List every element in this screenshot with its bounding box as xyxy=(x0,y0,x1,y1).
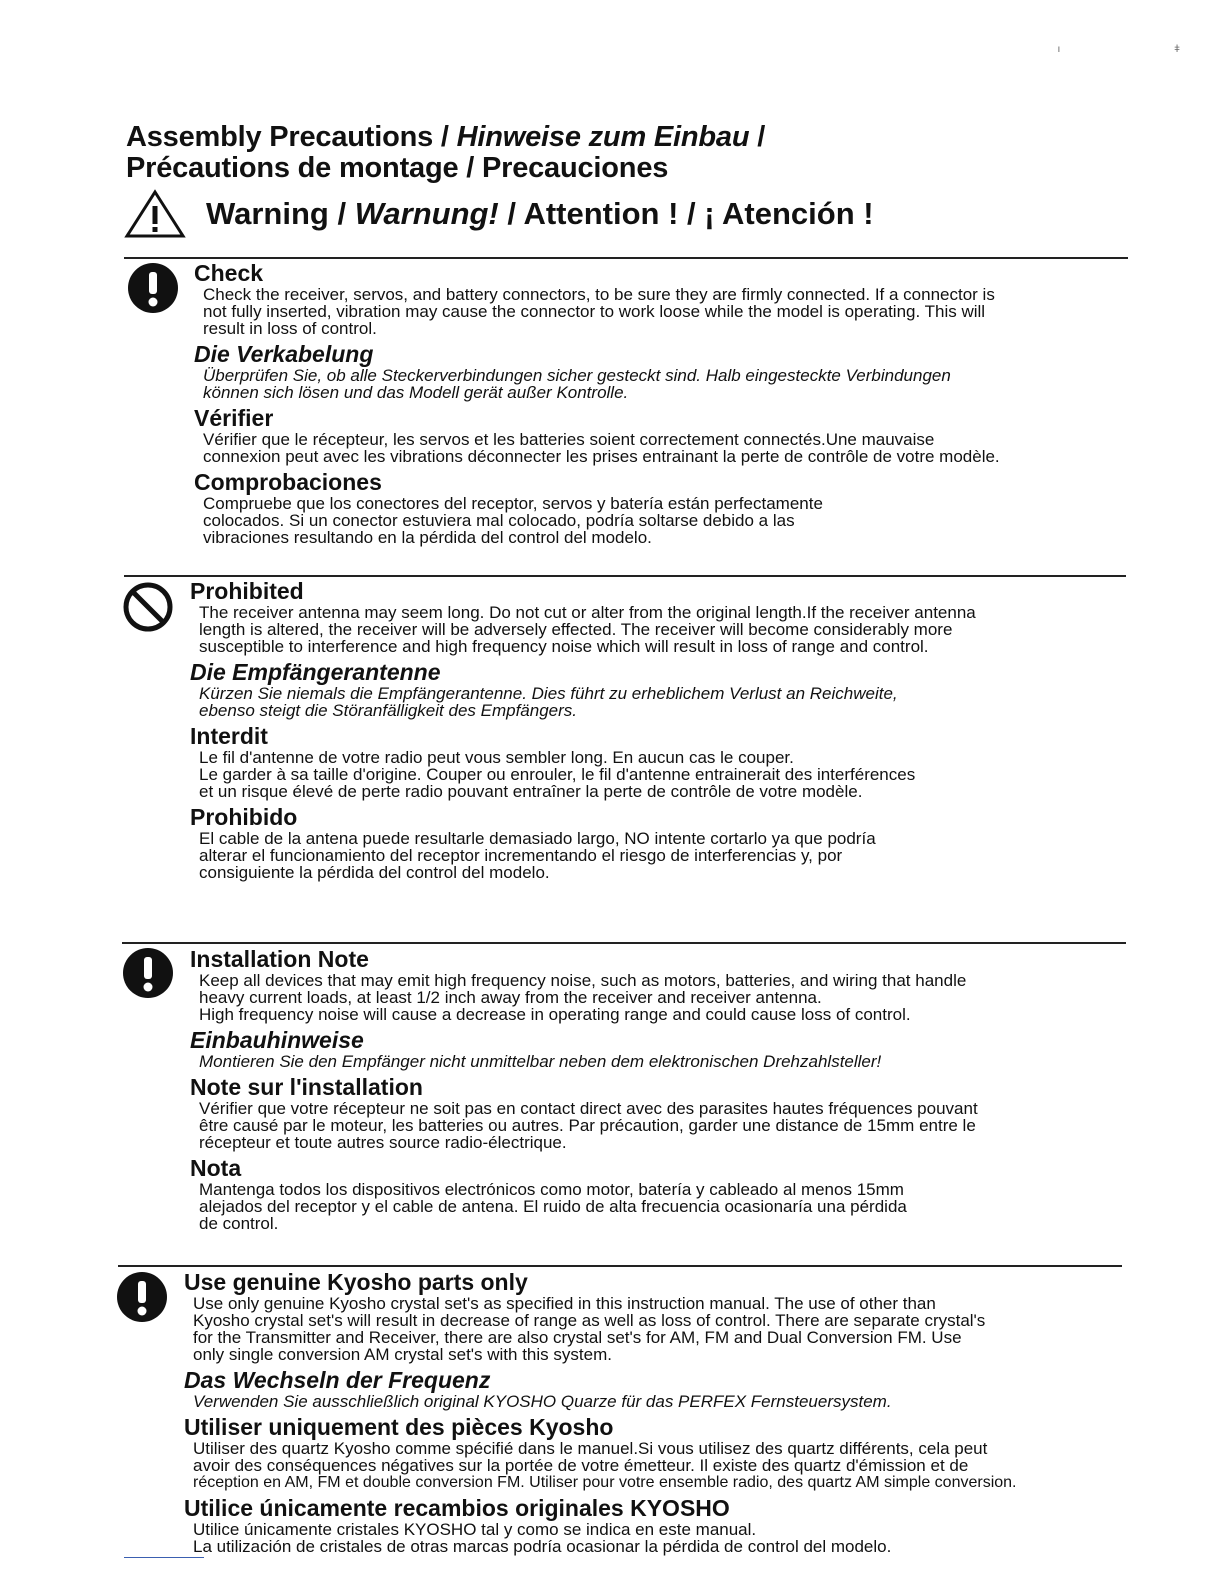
section-divider xyxy=(124,257,1128,259)
block-installation-note xyxy=(190,946,1180,1023)
exclamation-icon xyxy=(127,262,179,314)
block-heading: Utiliser uniquement des pièces Kyosho xyxy=(184,1414,614,1440)
block-heading: Installation Note xyxy=(190,946,369,972)
block-text: Überprüfen Sie, ob alle Steckerverbindungen sicher gesteckt sind. Halb eingesteckte Verbindungen können sich lösen und das Modell gerät außer Kontrolle. xyxy=(203,366,951,402)
section-body xyxy=(184,1269,1194,1559)
section-divider xyxy=(124,575,1126,577)
block-check xyxy=(194,260,1154,337)
block-empfaengerantenne xyxy=(190,659,1150,719)
block-heading: Interdit xyxy=(190,723,268,749)
block-text: Compruebe que los conectores del receptor, servos y batería están perfectamente colocados. Si un conector estuviera mal colocado, podría soltarse debido a las vibraciones resultando en la pérdida del control del modelo. xyxy=(203,494,823,547)
margin-marks: ı ǂ xyxy=(1057,44,1180,55)
block-heading: Einbauhinweise xyxy=(190,1027,364,1053)
block-heading: Die Verkabelung xyxy=(194,341,374,367)
block-text: El cable de la antena puede resultarle demasiado largo, NO intente cortarlo ya que podría alterar el funcionamiento del receptor incrementando el riesgo de interferencias y, por consiguiente la pérdida del control del modelo. xyxy=(199,829,876,882)
block-heading: Utilice únicamente recambios originales KYOSHO xyxy=(184,1495,730,1521)
section-divider xyxy=(122,942,1126,944)
block-heading: Note sur l'installation xyxy=(190,1074,423,1100)
block-text: Vérifier que le récepteur, les servos et les batteries soient correctement connectés.Une mauvaise connexion peut avec les vibrations déconnecter les prises entrainant la perte de contrôle de votre modèle. xyxy=(203,430,1000,466)
page-title xyxy=(126,122,765,184)
section-divider xyxy=(118,1265,1122,1267)
exclamation-icon xyxy=(116,1271,168,1323)
block-text: Kürzen Sie niemals die Empfängerantenne. Dies führt zu erheblichem Verlust an Reichweite, ebenso steigt die Störanfälligkeit des Empfängers. xyxy=(199,684,898,720)
block-utiliser-uniquement xyxy=(184,1414,1194,1491)
block-text: The receiver antenna may seem long. Do not cut or alter from the original length.If the receiver antenna length is altered, the receiver will be adversely effected. The receiver will become considerably more susceptible to interference and high frequency noise which will result in loss of range and control. xyxy=(199,603,976,656)
exclamation-icon xyxy=(122,947,174,999)
block-text: Utiliser des quartz Kyosho comme spécifié dans le manuel.Si vous utilisez des quartz différents, cela peut avoir des conséquences négatives sur la portée de votre émetteur. Il existe des quartz d'émission et de réception en AM, FM et double conversion FM. Utiliser pour votre ensemble radio, des quartz AM simple conversion. xyxy=(193,1439,1017,1491)
block-text: Utilice únicamente cristales KYOSHO tal y como se indica en este manual. La utilización de cristales de otras marcas podría ocasionar la pérdida de control del modelo. xyxy=(193,1520,892,1556)
block-heading: Use genuine Kyosho parts only xyxy=(184,1269,528,1295)
block-genuine-parts xyxy=(184,1269,1194,1363)
warning-heading: Warning / Warnung! / Attention ! / ¡ Atención ! xyxy=(206,196,874,231)
block-heading: Prohibited xyxy=(190,578,304,604)
block-text: Mantenga todos los dispositivos electrónicos como motor, batería y cableado al menos 15mm alejados del receptor y el cable de antena. El ruido de alta frecuencia ocasionaría una pérdida de control. xyxy=(199,1180,907,1233)
block-comprobaciones xyxy=(194,469,1154,546)
block-heading: Das Wechseln der Frequenz xyxy=(184,1367,491,1393)
block-prohibited xyxy=(190,578,1150,655)
block-wechseln-frequenz xyxy=(184,1367,1194,1410)
block-verifier xyxy=(194,405,1154,465)
block-prohibido xyxy=(190,804,1150,881)
block-heading: Check xyxy=(194,260,264,286)
block-heading: Comprobaciones xyxy=(194,469,382,495)
block-utilice-unicamente xyxy=(184,1495,1194,1555)
bottom-mark-line xyxy=(124,1557,204,1558)
title-line-2: Précautions de montage / Precauciones xyxy=(126,152,669,184)
title-line-1: Assembly Precautions / Hinweise zum Einbau / xyxy=(126,121,766,153)
warning-triangle-icon xyxy=(124,189,186,239)
block-heading: Vérifier xyxy=(194,405,274,431)
block-verkabelung xyxy=(194,341,1154,401)
block-einbauhinweise xyxy=(190,1027,1180,1070)
block-text: Verwenden Sie ausschließlich original KYOSHO Quarze für das PERFEX Fernsteuersystem. xyxy=(193,1392,892,1411)
block-text: Use only genuine Kyosho crystal set's as specified in this instruction manual. The use of other than Kyosho crystal set's will result in decrease of range as well as loss of control. There are separate crystal's for the Transmitter and Receiver, there are also crystal set's for AM, FM and Dual Conversion FM. Use only single conversion AM crystal set's with this system. xyxy=(193,1294,986,1364)
block-nota xyxy=(190,1155,1180,1232)
warning-row xyxy=(124,190,874,238)
block-heading: Die Empfängerantenne xyxy=(190,659,441,685)
section-body xyxy=(194,260,1154,550)
section-body xyxy=(190,946,1180,1236)
block-text: Vérifier que votre récepteur ne soit pas en contact direct avec des parasites hautes fréquences pouvant être causé par le moteur, les batteries ou autres. Par précaution, garder une distance de 15mm entre le récepteur et toute autres source radio-électrique. xyxy=(199,1099,978,1152)
block-heading: Prohibido xyxy=(190,804,298,830)
block-text: Le fil d'antenne de votre radio peut vous sembler long. En aucun cas le couper. Le garder à sa taille d'origine. Couper ou enrouler, le fil d'antenne entrainerait des interférences et un risque élevé de perte radio pouvant entraîner la perte de contrôle de votre modèle. xyxy=(199,748,916,801)
block-interdit xyxy=(190,723,1150,800)
block-heading: Nota xyxy=(190,1155,242,1181)
block-text: Check the receiver, servos, and battery connectors, to be sure they are firmly connected. If a connector is not fully inserted, vibration may cause the connector to work loose while the model is operating. This will result in loss of control. xyxy=(203,285,995,338)
prohibited-icon xyxy=(122,581,174,633)
block-text: Keep all devices that may emit high frequency noise, such as motors, batteries, and wiring that handle heavy current loads, at least 1/2 inch away from the receiver and receiver antenna. High frequency noise will cause a decrease in operating range and could cause loss of control. xyxy=(199,971,967,1024)
section-body xyxy=(190,578,1150,885)
block-note-installation xyxy=(190,1074,1180,1151)
block-text: Montieren Sie den Empfänger nicht unmittelbar neben dem elektronischen Drehzahlsteller! xyxy=(199,1052,882,1071)
